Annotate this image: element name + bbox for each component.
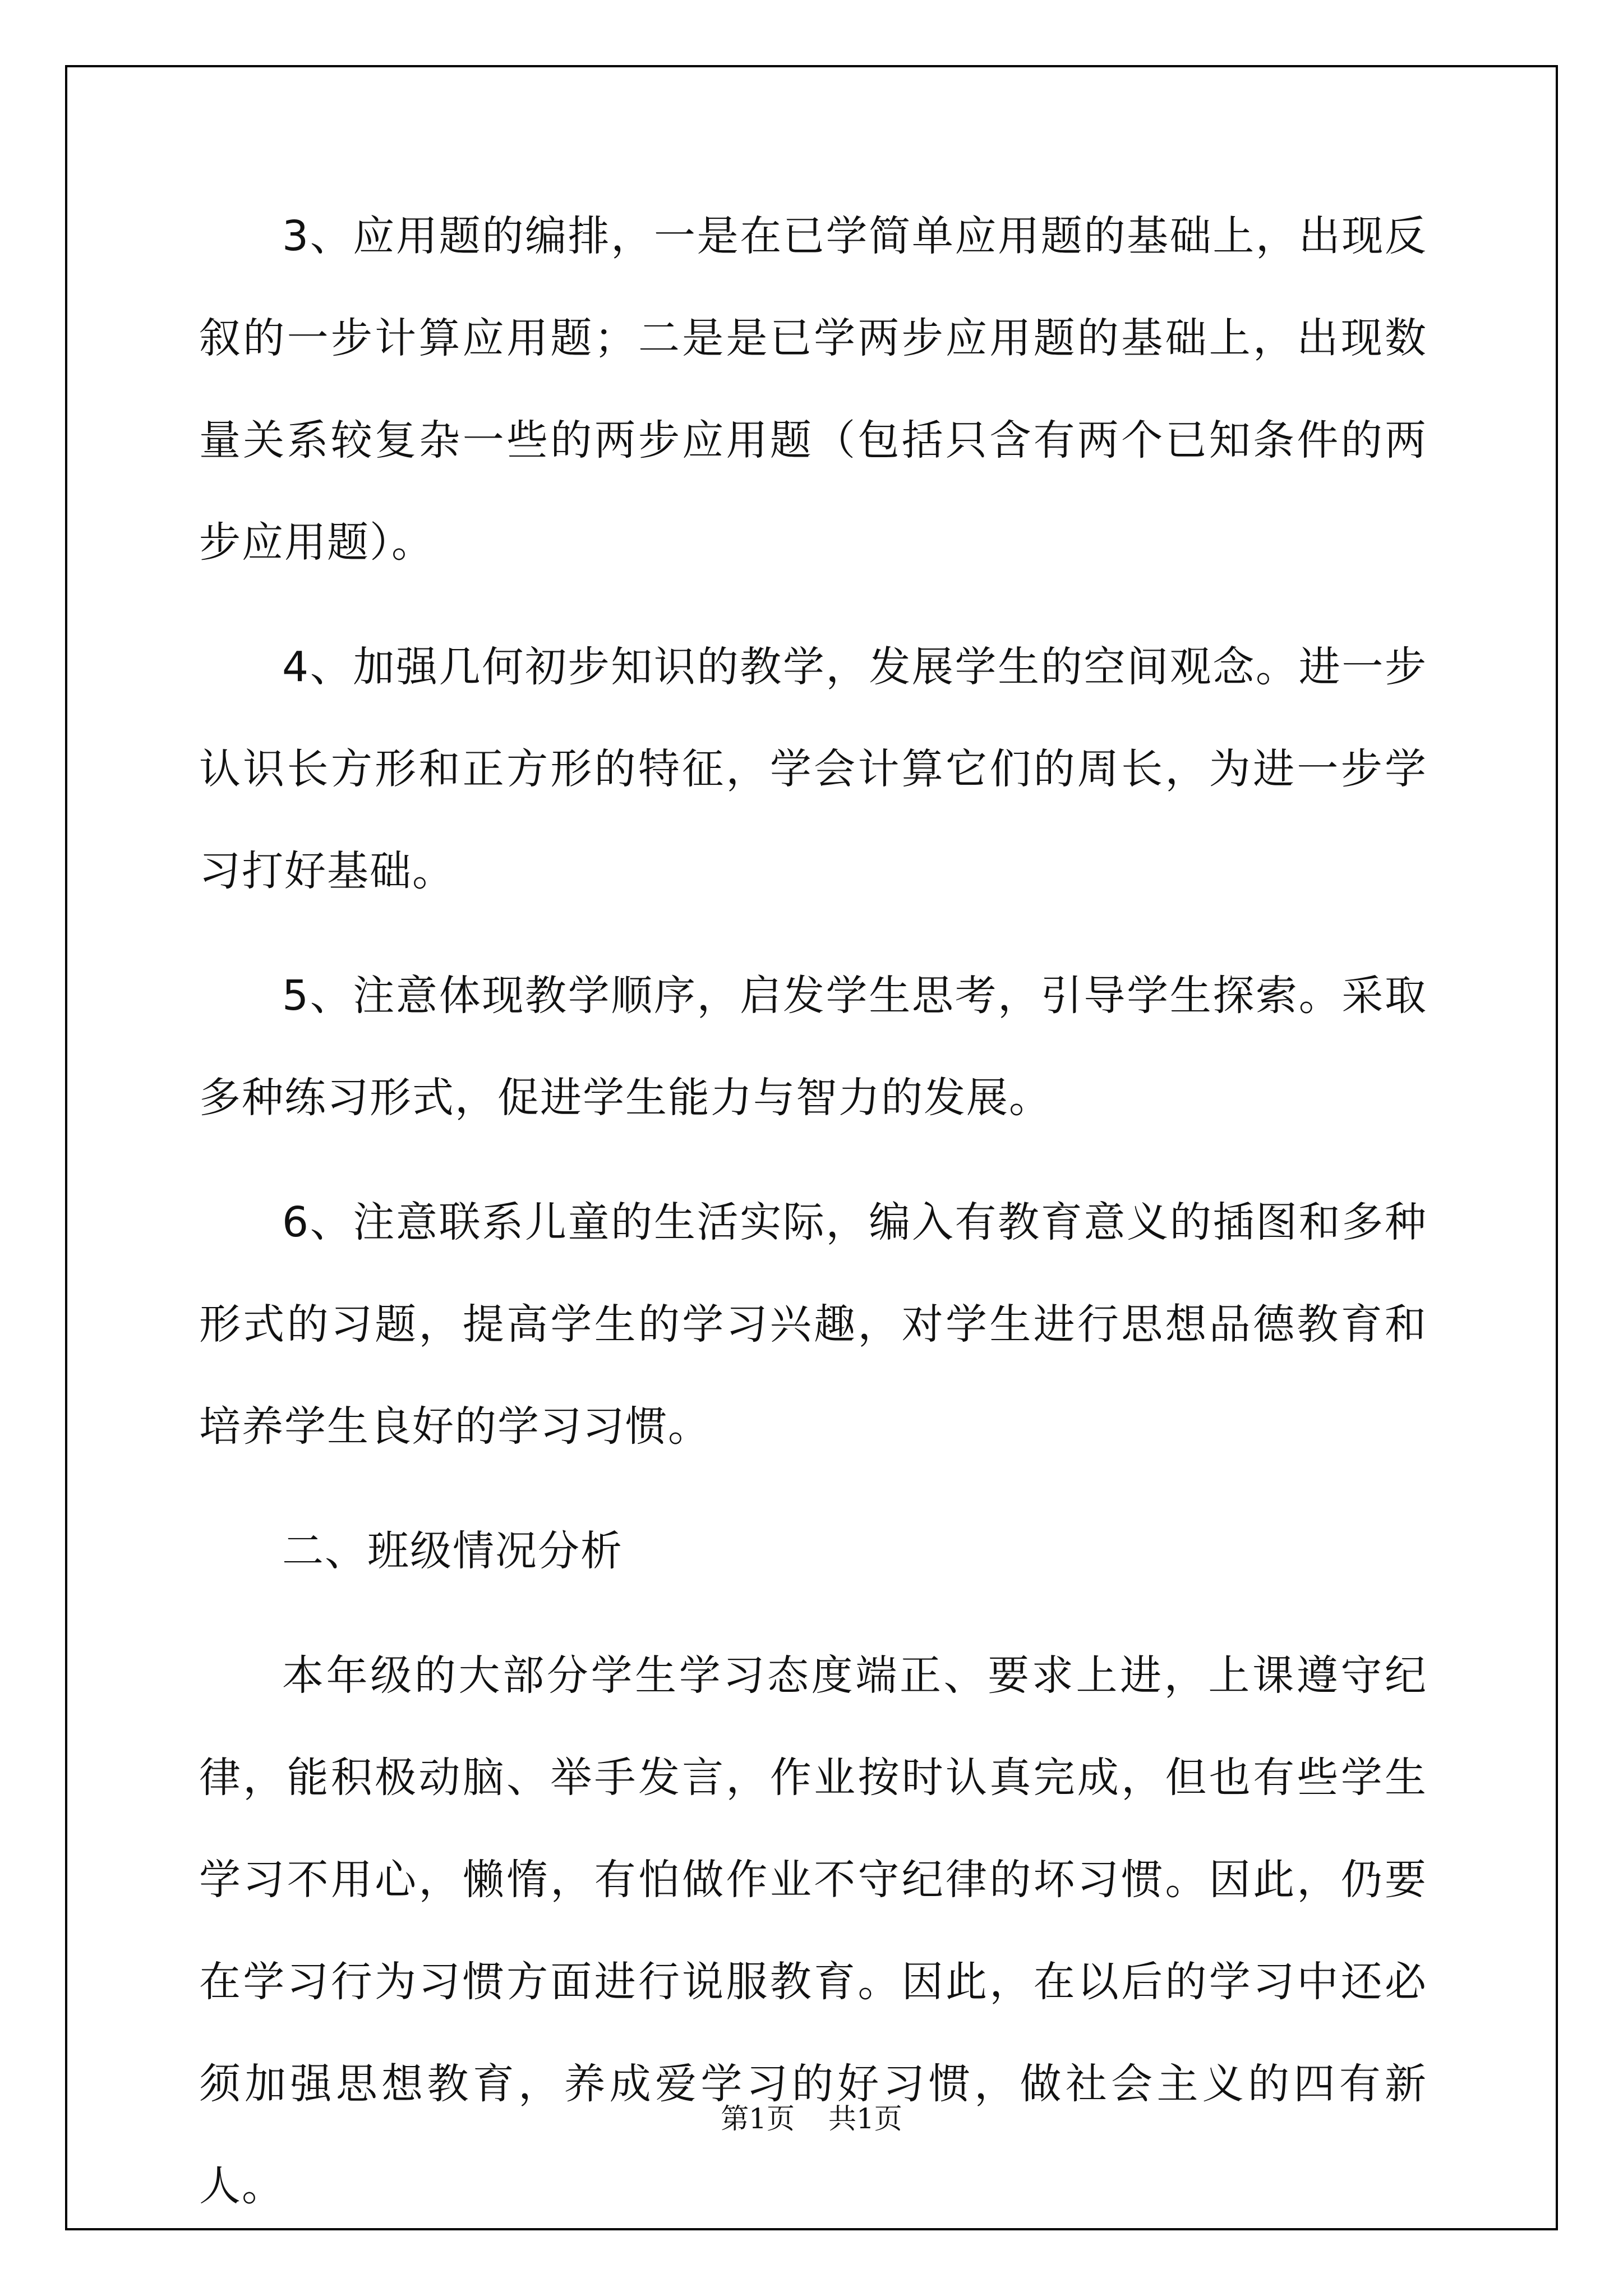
paragraph-2: 4、加强几何初步知识的教学，发展学生的空间观念。进一步认识长方形和正方形的特征，学会计算它们的周长，为进一步学习打好基础。	[199, 643, 1427, 895]
section-heading: 二、班级情况分析	[282, 1527, 623, 1575]
paragraph-5: 本年级的大部分学生学习态度端正、要求上进，上课遵守纪律，能积极动脑、举手发言，作业按时认真完成，但也有些学生学习不用心，懒惰，有怕做作业不守纪律的坏习惯。因此，仍要在学习行为习惯方面进行说服教育。因此，在以后的学习中还必须加强思想教育，养成爱学习的好习惯，做社会主义的四有新人。	[199, 1651, 1427, 2210]
paragraph-4: 6、注意联系儿童的生活实际，编入有教育意义的插图和多种形式的习题，提高学生的学习兴趣，对学生进行思想品德教育和培养学生良好的学习习惯。	[199, 1198, 1427, 1451]
paragraph-3: 5、注意体现教学顺序，启发学生思考，引导学生探索。采取多种练习形式，促进学生能力与智力的发展。	[199, 972, 1427, 1122]
page-footer	[0, 2096, 1623, 2137]
document-body	[199, 185, 1427, 2260]
paragraph-1: 3、应用题的编排，一是在已学简单应用题的基础上，出现反叙的一步计算应用题；二是是已学两步应用题的基础上，出现数量关系较复杂一些的两步应用题（包括只含有两个已知条件的两步应用题）。	[199, 212, 1427, 567]
page-number-current: 第1页	[721, 2102, 795, 2135]
page-number-total: 共1页	[828, 2102, 902, 2135]
